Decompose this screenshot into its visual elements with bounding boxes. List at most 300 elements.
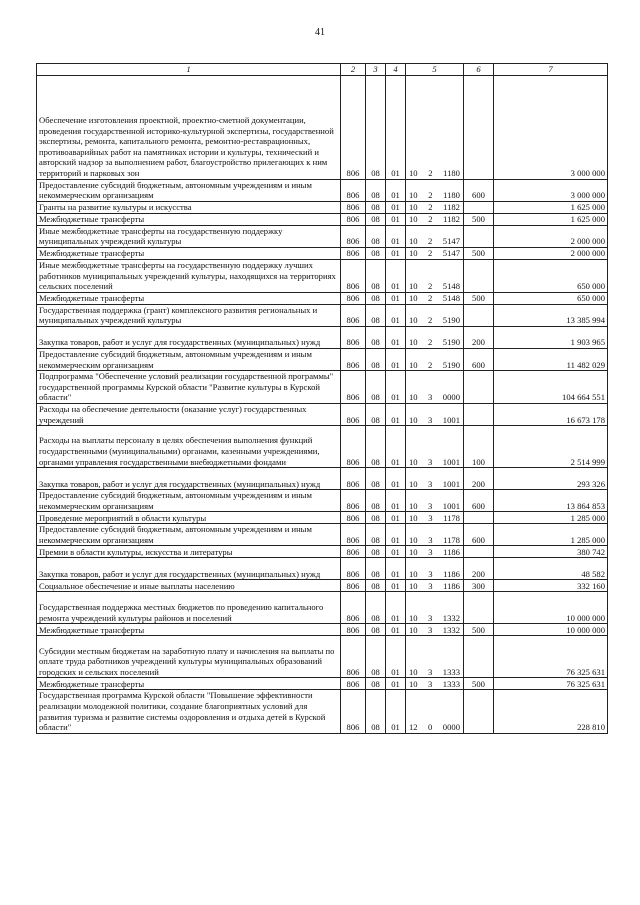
target-article-subprogram: 3: [428, 666, 433, 677]
expense-type-code: [464, 201, 494, 213]
expense-type-code: 200: [464, 558, 494, 580]
ministry-code: 806: [341, 259, 366, 292]
section-code: 08: [366, 179, 386, 201]
header-col-5: 5: [406, 64, 464, 76]
expense-name: Закупка товаров, работ и услуг для государственных (муниципальных) нужд: [37, 326, 341, 348]
subsection-code: 01: [386, 371, 406, 404]
amount: 2 000 000: [494, 225, 608, 247]
target-article-parts: [408, 168, 461, 179]
target-article-direction: 1180: [443, 168, 460, 178]
section-code: 08: [366, 225, 386, 247]
expense-type-code: [464, 75, 494, 179]
target-article-direction: 5148: [442, 293, 460, 304]
ministry-code: 806: [341, 326, 366, 348]
target-article-program: 10: [409, 337, 418, 348]
expense-name: Межбюджетные трансферты: [37, 247, 341, 259]
expense-name: Межбюджетные трансферты: [37, 213, 341, 225]
subsection-code: 01: [386, 403, 406, 425]
target-article-parts: [408, 569, 461, 580]
subsection-code: 01: [386, 558, 406, 580]
target-article-direction: 0000: [442, 722, 460, 733]
target-article-direction: 1182: [443, 214, 460, 225]
amount: 10 000 000: [494, 624, 608, 636]
target-article-parts: [408, 581, 461, 592]
target-article-direction: 5190: [442, 315, 460, 326]
target-article-subprogram: 2: [428, 359, 433, 370]
section-code: 08: [366, 592, 386, 624]
target-article-program: 10: [409, 392, 418, 403]
target-article-parts: [408, 547, 461, 558]
target-article-code: [406, 580, 464, 592]
section-code: 08: [366, 636, 386, 678]
target-article-direction: 1332: [442, 612, 460, 623]
amount: 104 664 551: [494, 371, 608, 404]
target-article-subprogram: 3: [428, 456, 433, 467]
target-article-parts: [408, 236, 461, 247]
target-article-program: 10: [409, 315, 418, 326]
expense-name: Закупка товаров, работ и услуг для государственных (муниципальных) нужд: [37, 468, 341, 490]
ministry-code: 806: [341, 403, 366, 425]
table-row: [37, 690, 608, 733]
expense-type-code: [464, 403, 494, 425]
target-article-program: 10: [409, 678, 418, 689]
target-article-subprogram: 3: [428, 568, 433, 579]
expense-name: Подпрограмма "Обеспечение условий реализации государственной программы" государственной программы Курской области "Развитие культуры в Курской области": [37, 371, 341, 404]
table-row: [37, 75, 608, 179]
expense-type-code: 600: [464, 348, 494, 370]
target-article-code: [406, 403, 464, 425]
amount: 2 514 999: [494, 426, 608, 468]
target-article-subprogram: 3: [428, 678, 433, 689]
target-article-program: 12: [409, 722, 418, 733]
target-article-parts: [408, 190, 461, 201]
section-code: 08: [366, 524, 386, 546]
expense-name: Предоставление субсидий бюджетным, автономным учреждениям и иным некоммерческим организациям: [37, 179, 341, 201]
target-article-program: 10: [409, 248, 418, 259]
amount: 13 864 853: [494, 490, 608, 512]
ministry-code: 806: [341, 292, 366, 304]
target-article-subprogram: 2: [428, 190, 433, 201]
target-article-subprogram: 2: [428, 214, 433, 225]
section-code: 08: [366, 580, 386, 592]
ministry-code: 806: [341, 247, 366, 259]
table-row: [37, 624, 608, 636]
subsection-code: 01: [386, 348, 406, 370]
table-row: [37, 558, 608, 580]
section-code: 08: [366, 490, 386, 512]
target-article-parts: [408, 501, 461, 512]
subsection-code: 01: [386, 426, 406, 468]
expense-name: Иные межбюджетные трансферты на государственную поддержку муниципальных учреждений культуры: [37, 225, 341, 247]
target-article-program: 10: [409, 612, 418, 623]
subsection-code: 01: [386, 247, 406, 259]
target-article-program: 10: [409, 666, 418, 677]
section-code: 08: [366, 304, 386, 326]
target-article-program: 10: [409, 414, 418, 425]
target-article-code: [406, 468, 464, 490]
ministry-code: 806: [341, 179, 366, 201]
target-article-subprogram: 3: [428, 546, 433, 557]
section-code: 08: [366, 371, 386, 404]
target-article-code: [406, 304, 464, 326]
header-col-4: 4: [386, 64, 406, 76]
table-row: [37, 678, 608, 690]
target-article-program: 10: [409, 236, 418, 247]
subsection-code: 01: [386, 546, 406, 558]
section-code: 08: [366, 348, 386, 370]
amount: 650 000: [494, 259, 608, 292]
target-article-code: [406, 490, 464, 512]
target-article-program: 10: [409, 478, 418, 489]
amount: 293 326: [494, 468, 608, 490]
table-row: [37, 403, 608, 425]
header-col-6: 6: [464, 64, 494, 76]
expense-name: Премии в области культуры, искусства и литературы: [37, 546, 341, 558]
target-article-code: [406, 75, 464, 179]
table-row: [37, 580, 608, 592]
expense-name: Межбюджетные трансферты: [37, 678, 341, 690]
amount: 1 625 000: [494, 213, 608, 225]
target-article-direction: 5148: [442, 281, 460, 292]
target-article-direction: 0000: [442, 392, 460, 403]
target-article-direction: 1333: [442, 666, 460, 677]
expense-type-code: 500: [464, 624, 494, 636]
target-article-subprogram: 3: [428, 478, 433, 489]
table-row: [37, 326, 608, 348]
target-article-direction: 5190: [442, 337, 460, 348]
section-code: 08: [366, 546, 386, 558]
subsection-code: 01: [386, 304, 406, 326]
target-article-program: 10: [409, 168, 418, 178]
subsection-code: 01: [386, 326, 406, 348]
target-article-code: [406, 371, 464, 404]
header-row: [37, 64, 608, 76]
section-code: 08: [366, 690, 386, 733]
target-article-code: [406, 558, 464, 580]
ministry-code: 806: [341, 690, 366, 733]
target-article-direction: 1186: [443, 568, 460, 579]
expense-name: Государственная поддержка местных бюджетов по проведению капитального ремонта учреждений культуры районов и поселений: [37, 592, 341, 624]
target-article-subprogram: 2: [428, 315, 433, 326]
target-article-direction: 1001: [442, 478, 460, 489]
target-article-parts: [408, 202, 461, 213]
ministry-code: 806: [341, 546, 366, 558]
expense-name: Социальное обеспечение и иные выплаты населению: [37, 580, 341, 592]
target-article-subprogram: 2: [428, 236, 433, 247]
target-article-code: [406, 201, 464, 213]
header-col-1: 1: [37, 64, 341, 76]
ministry-code: 806: [341, 304, 366, 326]
expense-type-code: 500: [464, 247, 494, 259]
amount: 1 625 000: [494, 201, 608, 213]
amount: 10 000 000: [494, 592, 608, 624]
target-article-parts: [408, 722, 461, 733]
target-article-parts: [408, 293, 461, 304]
table-row: [37, 201, 608, 213]
target-article-subprogram: 3: [428, 534, 433, 545]
header-col-3: 3: [366, 64, 386, 76]
amount: 11 482 029: [494, 348, 608, 370]
ministry-code: 806: [341, 636, 366, 678]
section-code: 08: [366, 259, 386, 292]
target-article-parts: [408, 513, 461, 524]
expense-type-code: 100: [464, 426, 494, 468]
target-article-parts: [408, 392, 461, 403]
ministry-code: 806: [341, 580, 366, 592]
table-row: [37, 546, 608, 558]
subsection-code: 01: [386, 259, 406, 292]
target-article-direction: 5147: [442, 236, 460, 247]
section-code: 08: [366, 75, 386, 179]
target-article-subprogram: 3: [428, 580, 433, 591]
target-article-code: [406, 326, 464, 348]
amount: 2 000 000: [494, 247, 608, 259]
subsection-code: 01: [386, 678, 406, 690]
ministry-code: 806: [341, 371, 366, 404]
target-article-direction: 1180: [443, 190, 460, 201]
table-row: [37, 259, 608, 292]
expense-name: Государственная поддержка (грант) комплексного развития региональных и муниципальных учреждений культуры: [37, 304, 341, 326]
section-code: 08: [366, 426, 386, 468]
target-article-direction: 1186: [443, 546, 460, 557]
header-col-7: 7: [494, 64, 608, 76]
amount: 13 385 994: [494, 304, 608, 326]
expense-name: Расходы на обеспечение деятельности (оказание услуг) государственных учреждений: [37, 403, 341, 425]
section-code: 08: [366, 326, 386, 348]
ministry-code: 806: [341, 592, 366, 624]
target-article-subprogram: 3: [428, 414, 433, 425]
subsection-code: 01: [386, 636, 406, 678]
expense-type-code: [464, 690, 494, 733]
ministry-code: 806: [341, 75, 366, 179]
target-article-direction: 1178: [443, 512, 460, 523]
section-code: 08: [366, 512, 386, 524]
target-article-parts: [408, 248, 461, 259]
expense-name: Государственная программа Курской области "Повышение эффективности реализации молодежной политики, создание благоприятных условий для развития туризма и развитие системы оздоровления и отдыха детей в Курской области": [37, 690, 341, 733]
budget-table: [36, 63, 608, 734]
expense-name: Обеспечение изготовления проектной, проектно-сметной документации, проведения государственной историко-культурной экспертизы, государственной экспертизы, ремонта, капитального ремонта, ремонтно-реставрационных, противоаварийных работ на памятниках истории и культуры, технический и авторский надзор за выполнением работ, благоустройство прилегающих к ним территорий и парковых зон: [37, 75, 341, 179]
target-article-direction: 5147: [442, 248, 460, 259]
target-article-program: 10: [409, 568, 418, 579]
section-code: 08: [366, 213, 386, 225]
subsection-code: 01: [386, 213, 406, 225]
subsection-code: 01: [386, 179, 406, 201]
target-article-program: 10: [409, 624, 418, 635]
amount: 48 582: [494, 558, 608, 580]
table-row: [37, 213, 608, 225]
subsection-code: 01: [386, 624, 406, 636]
ministry-code: 806: [341, 201, 366, 213]
expense-name: Межбюджетные трансферты: [37, 292, 341, 304]
subsection-code: 01: [386, 490, 406, 512]
target-article-subprogram: 3: [428, 612, 433, 623]
target-article-parts: [408, 613, 461, 624]
expense-type-code: [464, 592, 494, 624]
expense-type-code: [464, 546, 494, 558]
target-article-parts: [408, 479, 461, 490]
target-article-program: 10: [409, 359, 418, 370]
ministry-code: 806: [341, 678, 366, 690]
table-row: [37, 371, 608, 404]
amount: 1 285 000: [494, 512, 608, 524]
subsection-code: 01: [386, 690, 406, 733]
table-row: [37, 225, 608, 247]
ministry-code: 806: [341, 624, 366, 636]
target-article-program: 10: [409, 546, 418, 557]
target-article-parts: [408, 535, 461, 546]
target-article-code: [406, 179, 464, 201]
target-article-subprogram: 3: [428, 624, 433, 635]
target-article-parts: [408, 667, 461, 678]
amount: 3 000 000: [494, 179, 608, 201]
subsection-code: 01: [386, 524, 406, 546]
expense-name: Закупка товаров, работ и услуг для государственных (муниципальных) нужд: [37, 558, 341, 580]
target-article-parts: [408, 415, 461, 426]
table-row: [37, 179, 608, 201]
expense-type-code: 300: [464, 580, 494, 592]
target-article-direction: 1332: [442, 624, 460, 635]
target-article-subprogram: 2: [428, 293, 433, 304]
target-article-direction: 1001: [442, 456, 460, 467]
target-article-code: [406, 213, 464, 225]
section-code: 08: [366, 624, 386, 636]
target-article-subprogram: 3: [428, 392, 433, 403]
target-article-program: 10: [409, 456, 418, 467]
page-number: 41: [315, 27, 325, 38]
table-row: [37, 490, 608, 512]
target-article-code: [406, 624, 464, 636]
target-article-parts: [408, 625, 461, 636]
section-code: 08: [366, 558, 386, 580]
target-article-parts: [408, 214, 461, 225]
table-row: [37, 247, 608, 259]
target-article-direction: 1333: [442, 678, 460, 689]
target-article-subprogram: 3: [428, 500, 433, 511]
target-article-code: [406, 524, 464, 546]
target-article-direction: 1001: [442, 414, 460, 425]
ministry-code: 806: [341, 348, 366, 370]
amount: 3 000 000: [494, 75, 608, 179]
target-article-subprogram: 0: [428, 722, 433, 733]
amount: 1 285 000: [494, 524, 608, 546]
expense-name: Предоставление субсидий бюджетным, автономным учреждениям и иным некоммерческим организациям: [37, 490, 341, 512]
target-article-code: [406, 546, 464, 558]
target-article-program: 10: [409, 214, 418, 225]
target-article-code: [406, 592, 464, 624]
amount: 650 000: [494, 292, 608, 304]
expense-type-code: [464, 371, 494, 404]
ministry-code: 806: [341, 558, 366, 580]
subsection-code: 01: [386, 225, 406, 247]
expense-type-code: 600: [464, 490, 494, 512]
subsection-code: 01: [386, 512, 406, 524]
target-article-subprogram: 2: [428, 281, 433, 292]
section-code: 08: [366, 201, 386, 213]
subsection-code: 01: [386, 292, 406, 304]
target-article-code: [406, 678, 464, 690]
amount: 16 673 178: [494, 403, 608, 425]
table-row: [37, 512, 608, 524]
section-code: 08: [366, 247, 386, 259]
ministry-code: 806: [341, 512, 366, 524]
amount: 76 325 631: [494, 678, 608, 690]
target-article-code: [406, 259, 464, 292]
expense-type-code: [464, 512, 494, 524]
target-article-direction: 1182: [443, 202, 460, 213]
amount: 380 742: [494, 546, 608, 558]
expense-name: Гранты на развитие культуры и искусства: [37, 201, 341, 213]
table-row: [37, 426, 608, 468]
expense-type-code: 600: [464, 524, 494, 546]
table-row: [37, 636, 608, 678]
target-article-code: [406, 690, 464, 733]
table-row: [37, 524, 608, 546]
section-code: 08: [366, 292, 386, 304]
amount: 76 325 631: [494, 636, 608, 678]
expense-name: Предоставление субсидий бюджетным, автономным учреждениям и иным некоммерческим организациям: [37, 348, 341, 370]
target-article-code: [406, 225, 464, 247]
expense-name: Межбюджетные трансферты: [37, 624, 341, 636]
target-article-parts: [408, 360, 461, 371]
target-article-code: [406, 292, 464, 304]
ministry-code: 806: [341, 468, 366, 490]
target-article-direction: 1178: [443, 534, 460, 545]
target-article-subprogram: 2: [428, 337, 433, 348]
table-row: [37, 592, 608, 624]
target-article-parts: [408, 315, 461, 326]
section-code: 08: [366, 403, 386, 425]
subsection-code: 01: [386, 201, 406, 213]
expense-name: Иные межбюджетные трансферты на государственную поддержку лучших работников муниципальных учреждений культуры, находящихся на территориях сельских поселений: [37, 259, 341, 292]
expense-type-code: 500: [464, 213, 494, 225]
target-article-parts: [408, 679, 461, 690]
subsection-code: 01: [386, 592, 406, 624]
expense-type-code: 500: [464, 292, 494, 304]
expense-type-code: 200: [464, 468, 494, 490]
amount: 228 810: [494, 690, 608, 733]
target-article-subprogram: 2: [428, 248, 433, 259]
expense-type-code: 500: [464, 678, 494, 690]
section-code: 08: [366, 468, 386, 490]
target-article-parts: [408, 337, 461, 348]
target-article-subprogram: 2: [428, 202, 433, 213]
section-code: 08: [366, 678, 386, 690]
amount: 1 903 965: [494, 326, 608, 348]
ministry-code: 806: [341, 524, 366, 546]
target-article-program: 10: [409, 293, 418, 304]
target-article-program: 10: [409, 202, 418, 213]
amount: 332 160: [494, 580, 608, 592]
target-article-subprogram: 3: [428, 512, 433, 523]
target-article-code: [406, 636, 464, 678]
ministry-code: 806: [341, 490, 366, 512]
expense-type-code: [464, 225, 494, 247]
subsection-code: 01: [386, 468, 406, 490]
ministry-code: 806: [341, 426, 366, 468]
ministry-code: 806: [341, 225, 366, 247]
target-article-code: [406, 426, 464, 468]
target-article-program: 10: [409, 500, 418, 511]
target-article-program: 10: [409, 534, 418, 545]
target-article-code: [406, 512, 464, 524]
expense-type-code: 600: [464, 179, 494, 201]
table-row: [37, 304, 608, 326]
expense-type-code: [464, 636, 494, 678]
header-col-2: 2: [341, 64, 366, 76]
target-article-program: 10: [409, 580, 418, 591]
target-article-parts: [408, 281, 461, 292]
target-article-direction: 5190: [442, 359, 460, 370]
